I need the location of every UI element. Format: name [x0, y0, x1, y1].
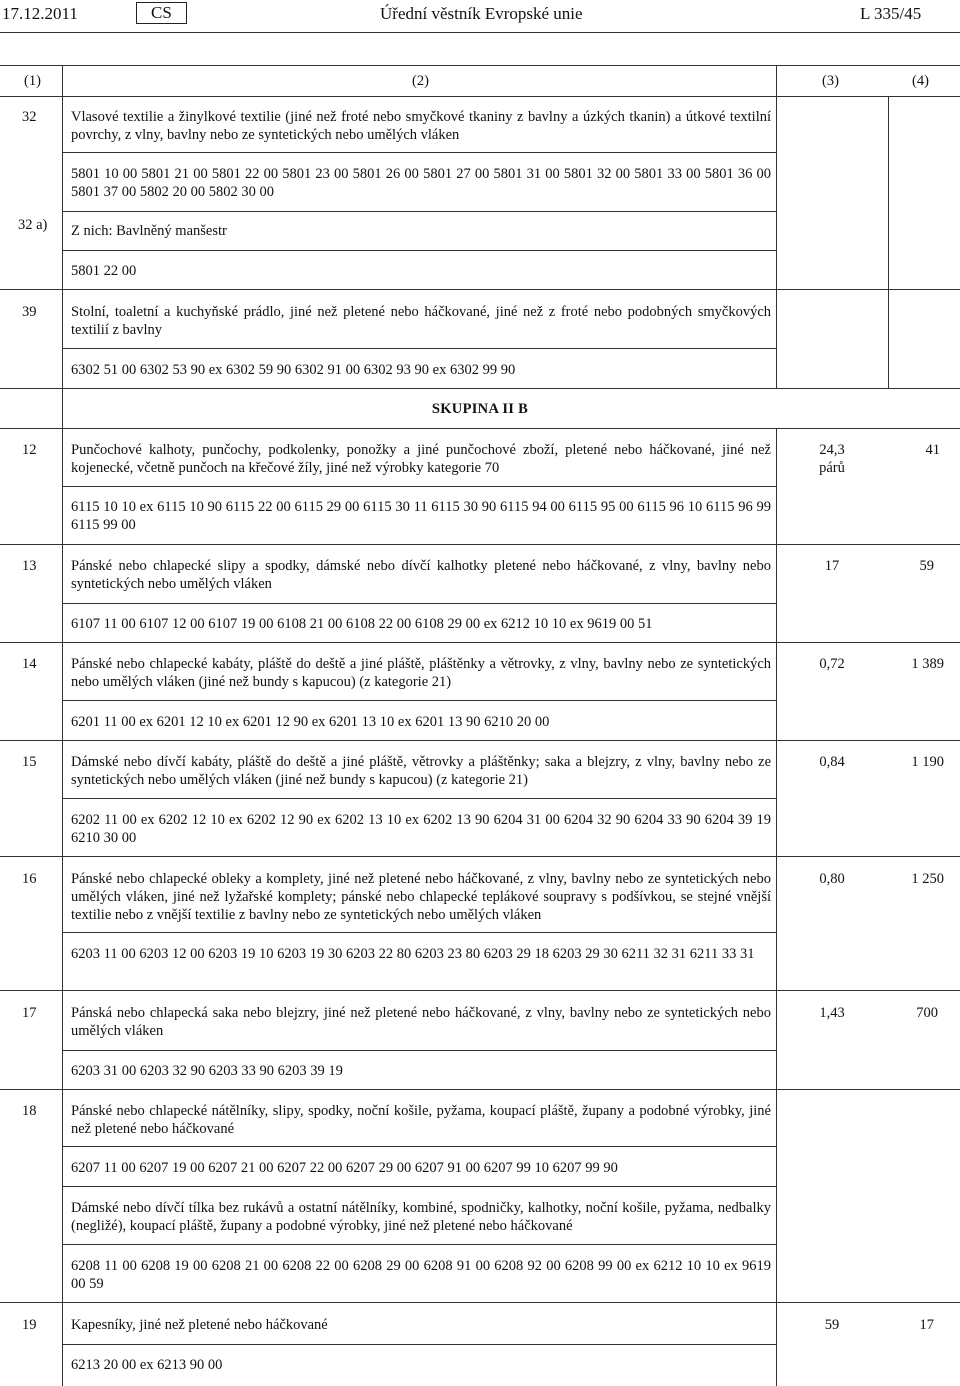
- row-number: 16: [22, 871, 37, 887]
- cn-codes: 5801 22 00: [71, 263, 137, 279]
- weight-value: 1 190: [911, 754, 944, 770]
- conversion-unit: párů: [819, 460, 845, 476]
- category-description: Dámské nebo dívčí kabáty, pláště do deště a jiné pláště, větrovky a pláštěnky; saka a blejzry, z vlny, bavlny nebo ze syntetických nebo umělých vláken (jiné než bundy s kapucou) (z kategorie 21): [71, 754, 771, 788]
- cn-codes: 6203 11 00 6203 12 00 6203 19 10 6203 19 30 6203 22 80 6203 23 80 6203 29 18 6203 29 30 6211 32 31 6211 33 31: [71, 946, 755, 962]
- row-divider: [0, 1089, 960, 1090]
- weight-value: 41: [925, 442, 940, 458]
- conversion-factor: 24,3: [819, 442, 845, 458]
- row-divider: [62, 1146, 776, 1147]
- weight-value: 700: [916, 1005, 938, 1021]
- column-divider: [62, 65, 63, 1386]
- row-number: 18: [22, 1103, 37, 1119]
- row-divider: [0, 388, 960, 389]
- row-number: 32 a): [18, 217, 48, 233]
- conversion-factor: 0,72: [819, 656, 845, 672]
- row-number: 39: [22, 304, 37, 320]
- weight-value: 59: [919, 558, 934, 574]
- category-description: Pánské nebo chlapecké obleky a komplety, jiné než pletené nebo háčkované, z vlny, bavlny nebo ze syntetických nebo umělých vláken, jiné než lyžařské komplety; pánské nebo chlapecké teplákové soupravy s podšívkou, se stejné vnější textilie nebo z vnější textilie z bavlny nebo ze syntetických nebo umělých vláken: [71, 871, 771, 923]
- header-page-number: L 335/45: [860, 4, 922, 23]
- table-header-divider: [0, 96, 960, 97]
- category-description: Pánské nebo chlapecké slipy a spodky, dámské nebo dívčí kalhotky pletené nebo háčkované, z vlny, bavlny nebo syntetických nebo umělých vláken: [71, 558, 771, 592]
- header-language-badge: CS: [136, 2, 187, 24]
- conversion-factor: 59: [824, 1317, 840, 1333]
- row-divider: [0, 642, 960, 643]
- column-header-2: (2): [412, 73, 429, 89]
- cn-codes: 6201 11 00 ex 6201 12 10 ex 6201 12 90 ex 6201 13 10 ex 6201 13 90 6210 20 00: [71, 714, 550, 730]
- column-divider: [888, 96, 889, 389]
- cn-codes: 6203 31 00 6203 32 90 6203 33 90 6203 39 19: [71, 1063, 343, 1079]
- conversion-factor: 0,84: [819, 754, 845, 770]
- row-divider: [62, 700, 776, 701]
- row-number: 15: [22, 754, 37, 770]
- category-description: Z nich: Bavlněný manšestr: [71, 223, 227, 239]
- cn-codes: 6207 11 00 6207 19 00 6207 21 00 6207 22 00 6207 29 00 6207 91 00 6207 99 10 6207 99 90: [71, 1160, 618, 1176]
- table-top-border: [0, 65, 960, 66]
- row-divider: [62, 250, 776, 251]
- category-description: Vlasové textilie a žinylkové textilie (jiné než froté nebo smyčkové tkaniny z bavlny a úzkých tkanin) a útkové textilní povrchy, z vlny, bavlny nebo ze syntetických nebo umělých vláken: [71, 109, 771, 143]
- row-divider: [62, 798, 776, 799]
- row-divider: [62, 152, 776, 153]
- row-number: 13: [22, 558, 37, 574]
- column-divider: [776, 65, 777, 389]
- row-divider: [62, 211, 776, 212]
- column-header-4: (4): [912, 73, 929, 89]
- cn-codes: 5801 10 00 5801 21 00 5801 22 00 5801 23 00 5801 26 00 5801 27 00 5801 31 00 5801 32 00 5801 33 00 5801 36 00 5801 37 00 5802 20 00 5802 30 00: [71, 166, 771, 200]
- category-description: Pánské nebo chlapecké nátělníky, slipy, spodky, noční košile, pyžama, koupací pláště, župany a podobné výrobky, jiné než pletené nebo háčkované: [71, 1103, 771, 1137]
- weight-value: 17: [919, 1317, 934, 1333]
- row-number: 17: [22, 1005, 37, 1021]
- cn-codes: 6107 11 00 6107 12 00 6107 19 00 6108 21 00 6108 22 00 6108 29 00 ex 6212 10 10 ex 9619 00 51: [71, 616, 653, 632]
- row-number: 19: [22, 1317, 37, 1333]
- cn-codes: 6213 20 00 ex 6213 90 00: [71, 1357, 223, 1373]
- group-title: SKUPINA II B: [431, 401, 529, 417]
- row-divider: [0, 990, 960, 991]
- cn-codes: 6115 10 10 ex 6115 10 90 6115 22 00 6115 29 00 6115 30 11 6115 30 90 6115 94 00 6115 95 00 6115 96 10 6115 96 99 6115 99 00: [71, 499, 771, 533]
- row-divider: [0, 428, 960, 429]
- row-divider: [62, 486, 776, 487]
- row-divider: [62, 603, 776, 604]
- row-divider: [62, 1244, 776, 1245]
- cn-codes: 6208 11 00 6208 19 00 6208 21 00 6208 22 00 6208 29 00 6208 91 00 6208 92 00 6208 99 00 ex 6212 10 10 ex 9619 00 59: [71, 1258, 771, 1292]
- category-description: Kapesníky, jiné než pletené nebo háčkované: [71, 1317, 328, 1333]
- cn-codes: 6202 11 00 ex 6202 12 10 ex 6202 12 90 ex 6202 13 10 ex 6202 13 90 6204 31 00 6204 32 90 6204 33 90 6204 39 19 6210 30 00: [71, 812, 771, 846]
- row-number: 14: [22, 656, 37, 672]
- category-description: Stolní, toaletní a kuchyňské prádlo, jiné než pletené nebo háčkované, jiné než z froté nebo podobných smyčkových textilií z bavlny: [71, 304, 771, 338]
- row-divider: [0, 289, 960, 290]
- column-header-1: (1): [24, 73, 41, 89]
- row-divider: [62, 932, 776, 933]
- row-divider: [0, 544, 960, 545]
- category-description: Pánské nebo chlapecké kabáty, pláště do deště a jiné pláště, pláštěnky a větrovky, z vlny, bavlny nebo ze syntetických nebo umělých vláken (jiné než bundy s kapucou) (z kategorie 21): [71, 656, 771, 690]
- column-header-3: (3): [822, 73, 839, 89]
- weight-value: 1 250: [911, 871, 944, 887]
- row-divider: [0, 740, 960, 741]
- category-description: Dámské nebo dívčí tílka bez rukávů a ostatní nátělníky, kombiné, spodničky, kalhotky, noční košile, pyžama, nedbalky (negližé), koupací pláště, župany a podobné výrobky, jiné než pletené nebo háčkované: [71, 1200, 771, 1234]
- row-divider: [62, 1344, 776, 1345]
- row-divider: [0, 1302, 960, 1303]
- conversion-factor: 0,80: [819, 871, 845, 887]
- category-description: Punčochové kalhoty, punčochy, podkolenky, ponožky a jiné punčochové zboží, pletené nebo háčkované, jiné než kojenecké, včetně punčoch na křečové žíly, jiné než výrobky kategorie 70: [71, 442, 771, 476]
- row-divider: [62, 348, 776, 349]
- row-divider: [62, 1050, 776, 1051]
- row-number: 12: [22, 442, 37, 458]
- header-date: 17.12.2011: [2, 4, 78, 23]
- weight-value: 1 389: [911, 656, 944, 672]
- row-number: 32: [22, 109, 37, 125]
- row-divider: [62, 1186, 776, 1187]
- header-journal-title: Úřední věstník Evropské unie: [380, 4, 583, 23]
- conversion-factor: 17: [824, 558, 840, 574]
- row-divider: [0, 856, 960, 857]
- conversion-factor: 1,43: [819, 1005, 845, 1021]
- category-description: Pánská nebo chlapecká saka nebo blejzry, jiné než pletené nebo háčkované, z vlny, bavlny nebo ze syntetických nebo umělých vláken: [71, 1005, 771, 1039]
- cn-codes: 6302 51 00 6302 53 90 ex 6302 59 90 6302 91 00 6302 93 90 ex 6302 99 90: [71, 362, 516, 378]
